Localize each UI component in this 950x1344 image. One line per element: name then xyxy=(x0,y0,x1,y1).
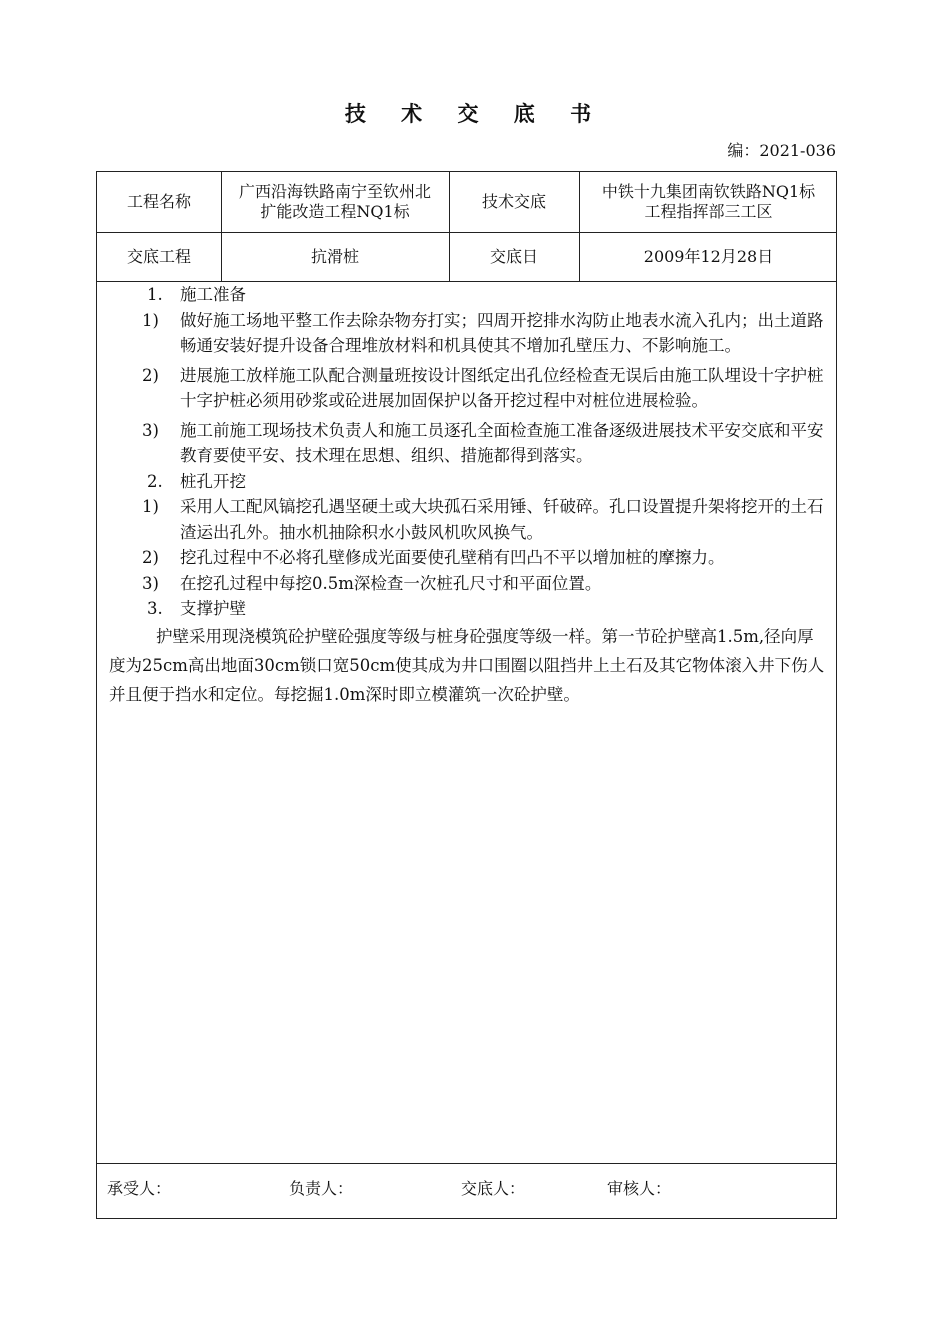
list-item: 3) 施工前施工现场技术负责人和施工员逐孔全面检查施工准备逐级进展技术平安交底和平安教育要使平安、技术理在思想、组织、措施都得到落实。 xyxy=(142,420,824,465)
document-title: 技 术 交 底 书 xyxy=(344,101,606,126)
reviewer-label: 审核人： xyxy=(607,1179,672,1198)
list-item: 3) 在挖孔过程中每挖0.5m深检查一次桩孔尺寸和平面位置。 xyxy=(142,573,602,593)
disclosure-content xyxy=(109,282,826,725)
list-item: 1) 做好施工场地平整工作去除杂物夯打实；四周开挖排水沟防止地表水流入孔内；出土道路畅通安装好提升设备合理堆放材料和机具使其不增加孔壁压力、不影响施工。 xyxy=(142,310,824,355)
project-name-label: 工程名称 xyxy=(126,192,191,211)
document-number: 编：2021-036 xyxy=(727,141,836,160)
section-heading: 3. 支撑护壁 xyxy=(147,599,246,618)
work-value: 抗滑桩 xyxy=(310,246,359,266)
section-paragraph: 护壁采用现浇模筑砼护壁砼强度等级与桩身砼强度等级一样。第一节砼护壁高1.5m,径向厚度为25cm高出地面30cm锁口宽50cm使其成为井口围圈以阻挡井上土石及其它物体滚入井下伤人并且便于挡水和定位。每挖掘1.0m深时即立模灌筑一次砼护壁。 xyxy=(109,626,825,704)
technical-disclosure-table xyxy=(96,171,837,1219)
presenter-label: 交底人： xyxy=(461,1179,526,1198)
date-value: 2009年12月28日 xyxy=(643,246,774,266)
row-divider xyxy=(97,1163,836,1164)
section-heading: 2. 桩孔开挖 xyxy=(147,471,246,491)
project-name-value: 广西沿海铁路南宁至钦州北扩能改造工程NQ1标 xyxy=(238,182,431,221)
receiver-label: 承受人： xyxy=(107,1179,172,1198)
list-item: 2) 挖孔过程中不必将孔壁修成光面要使孔壁稍有凹凸不平以增加桩的摩擦力。 xyxy=(142,548,725,567)
signature-row xyxy=(97,1172,836,1202)
list-item: 1) 采用人工配风镐挖孔遇坚硬土或大块孤石采用锤、钎破碎。孔口设置提升架将挖开的土石渣运出孔外。抽水机抽除积水小鼓风机吹风换气。 xyxy=(142,497,824,542)
list-item: 2) 进展施工放样施工队配合测量班按设计图纸定出孔位经检查无误后由施工队埋设十字护桩十字护桩必须用砂浆或砼进展加固保护以备开挖过程中对桩位进展检验。 xyxy=(142,365,824,410)
date-label: 交底日 xyxy=(489,246,538,266)
tech-disclosure-unit: 中铁十九集团南钦铁路NQ1标工程指挥部三工区 xyxy=(601,182,816,221)
section-heading: 1. 施工准备 xyxy=(147,285,246,304)
tech-disclosure-label: 技术交底 xyxy=(481,192,546,211)
responsible-label: 负责人： xyxy=(289,1179,354,1198)
work-label: 交底工程 xyxy=(126,246,191,266)
